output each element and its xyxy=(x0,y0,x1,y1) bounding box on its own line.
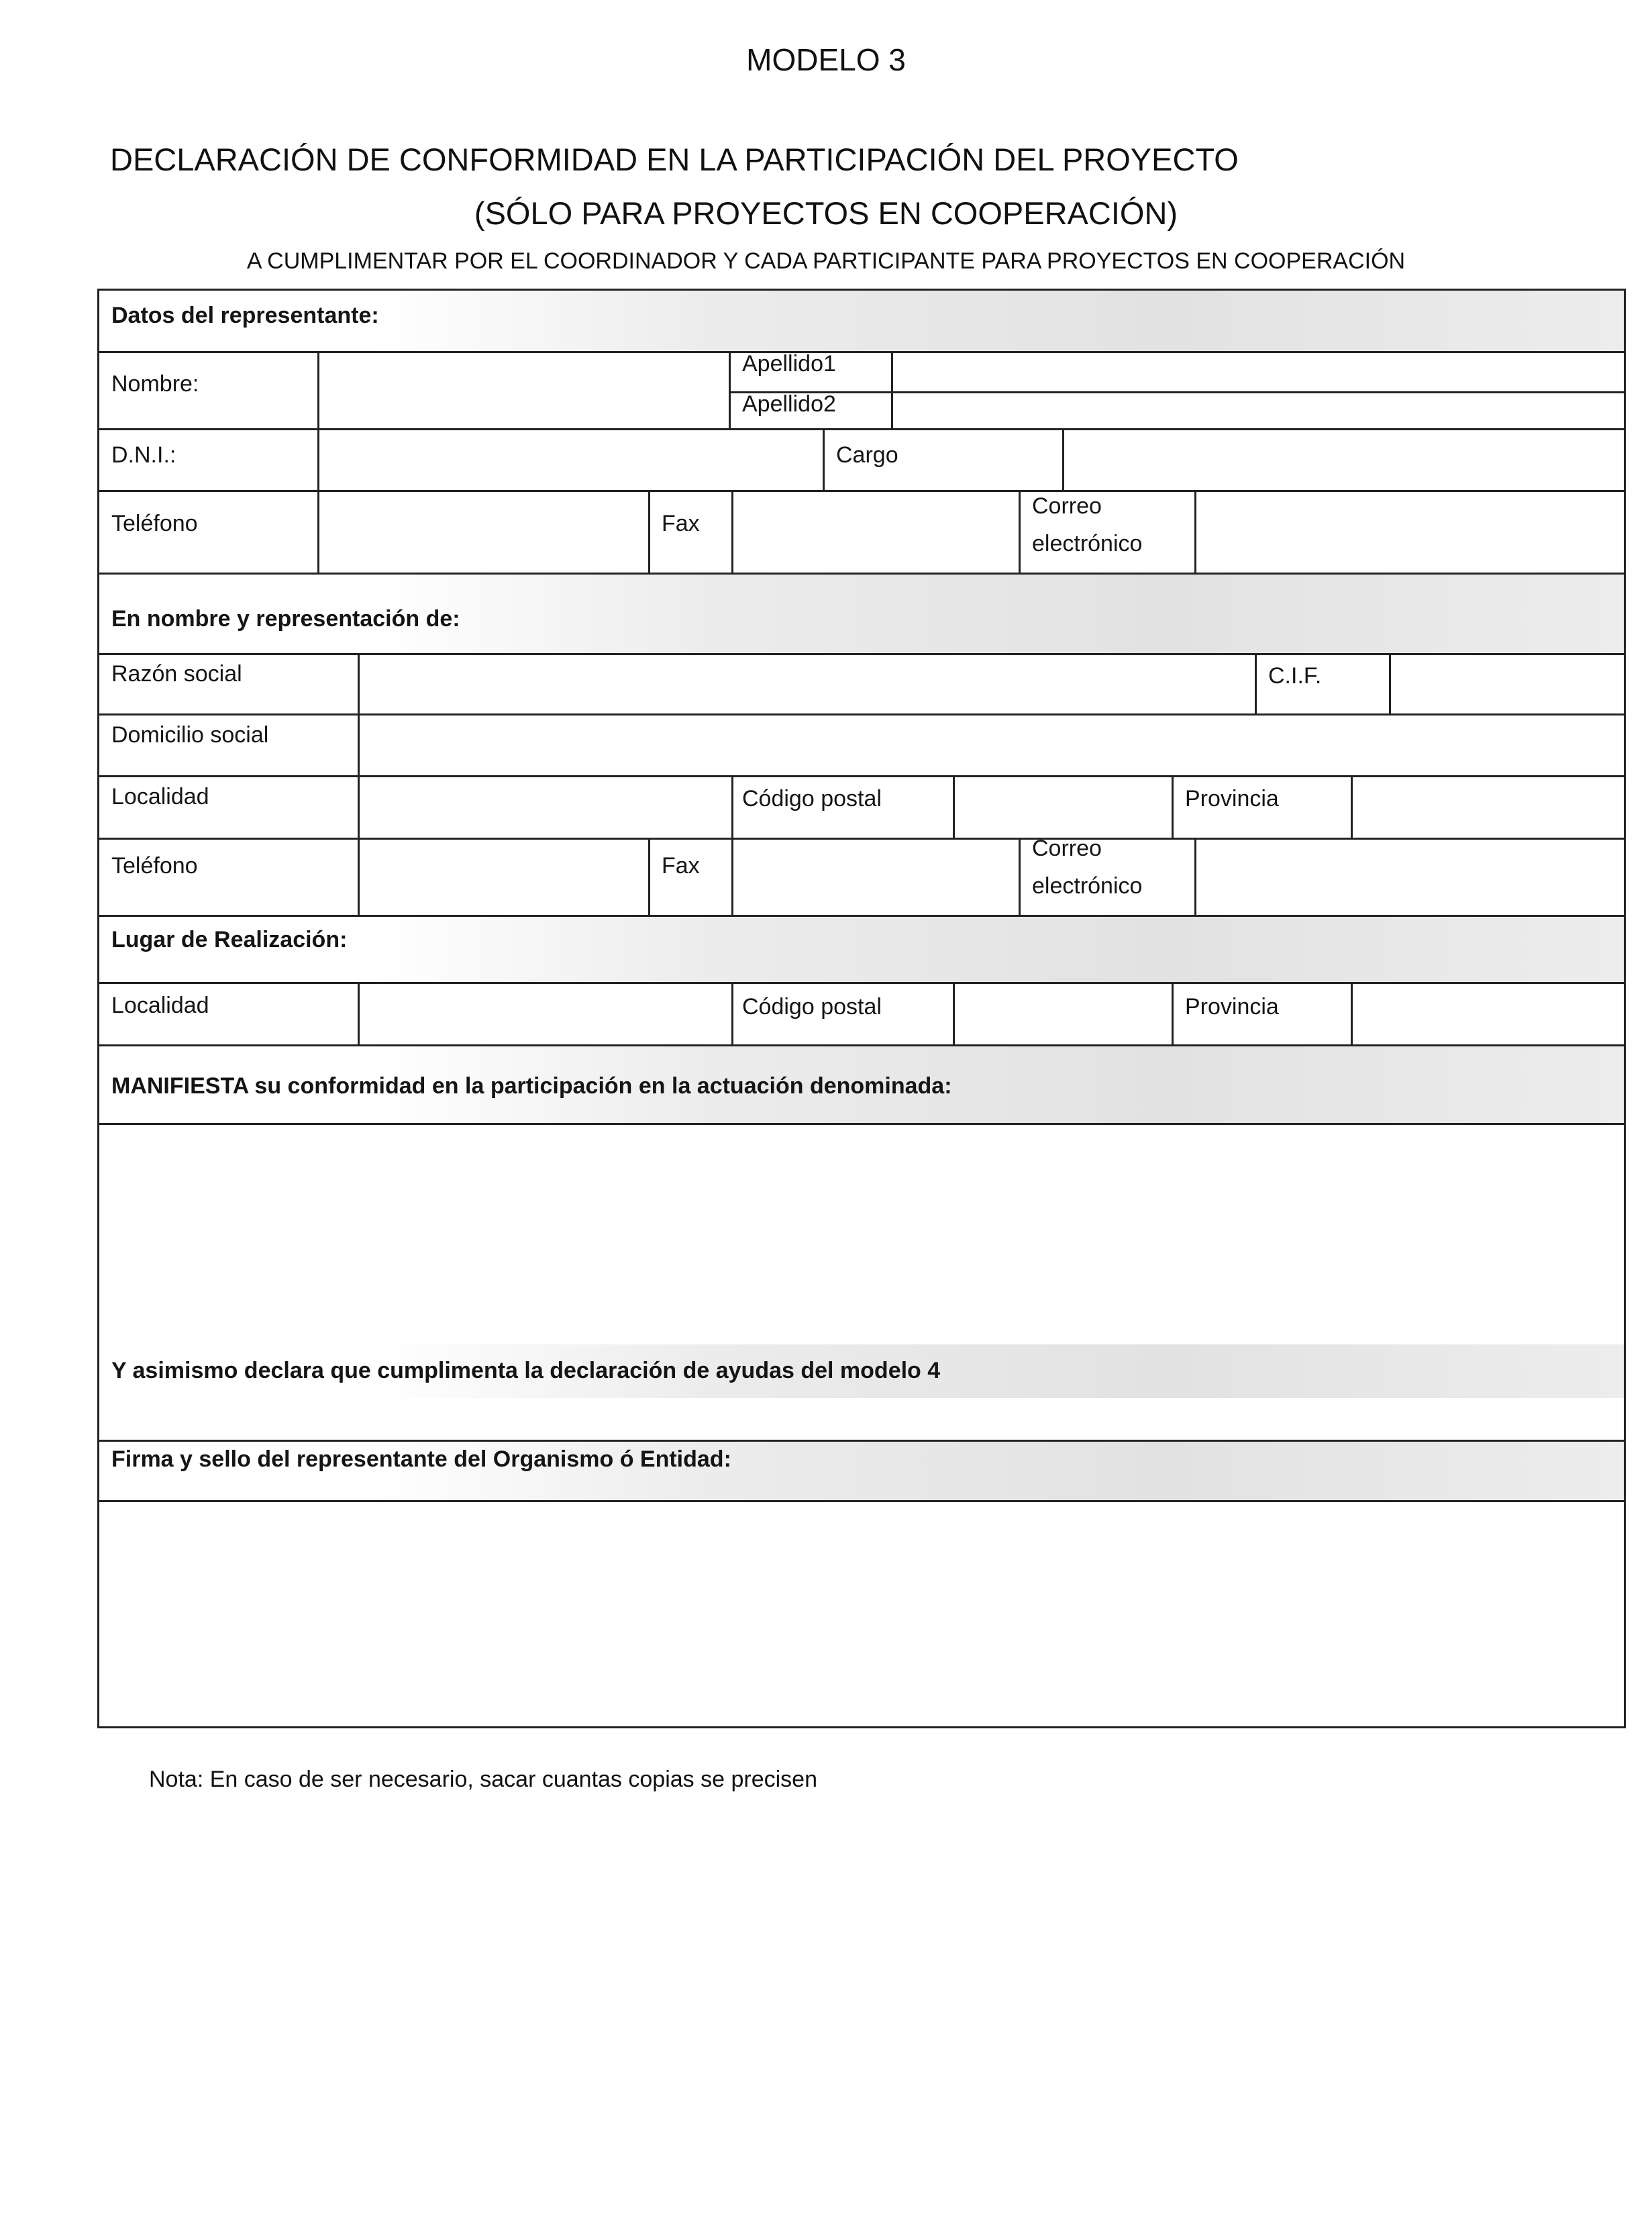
cell-divider xyxy=(1172,775,1174,838)
label-fax-representante: Fax xyxy=(662,511,700,536)
codigo-postal-field-lugar[interactable] xyxy=(956,984,1170,1043)
row-divider xyxy=(99,1440,1624,1442)
cell-divider xyxy=(731,982,733,1044)
label-correo-line2-representante: electrónico xyxy=(1032,531,1143,556)
label-cargo: Cargo xyxy=(836,442,898,468)
cell-divider xyxy=(1194,838,1196,915)
manifiesta-keyword: MANIFIESTA xyxy=(111,1073,248,1099)
cell-divider xyxy=(823,428,825,490)
label-apellido2: Apellido2 xyxy=(742,391,836,417)
apellido2-field[interactable] xyxy=(894,393,1622,427)
cell-divider xyxy=(731,838,733,915)
footnote: Nota: En caso de ser necesario, sacar cuantas copias se precisen xyxy=(149,1767,817,1792)
label-provincia-entidad: Provincia xyxy=(1185,786,1279,811)
label-razon-social: Razón social xyxy=(111,661,242,687)
provincia-field-lugar[interactable] xyxy=(1354,984,1622,1043)
manifiesta-statement xyxy=(111,1073,952,1099)
label-localidad-entidad: Localidad xyxy=(111,784,209,809)
cell-divider xyxy=(1351,775,1353,838)
cell-divider xyxy=(358,713,360,775)
cell-divider xyxy=(1019,838,1021,915)
cargo-field[interactable] xyxy=(1066,430,1622,489)
cell-divider xyxy=(358,775,360,838)
cell-divider xyxy=(317,490,319,573)
cif-field[interactable] xyxy=(1392,655,1622,712)
label-correo-line2-entidad: electrónico xyxy=(1032,873,1143,899)
label-codigo-postal-entidad: Código postal xyxy=(742,786,882,811)
localidad-field-lugar[interactable] xyxy=(361,984,730,1043)
cell-divider xyxy=(317,351,319,428)
label-apellido1: Apellido1 xyxy=(742,351,836,377)
dni-field[interactable] xyxy=(321,430,821,489)
telefono-field-entidad[interactable] xyxy=(361,840,646,913)
cell-divider xyxy=(1255,653,1257,713)
cell-divider xyxy=(358,838,360,915)
nombre-field[interactable] xyxy=(321,353,727,427)
cell-divider xyxy=(731,775,733,838)
cell-divider xyxy=(891,351,893,428)
cell-divider xyxy=(1194,490,1196,573)
declaration-form xyxy=(97,289,1626,1728)
cell-divider xyxy=(953,775,955,838)
actuacion-denominada-field[interactable] xyxy=(101,1125,1622,1340)
label-fax-entidad: Fax xyxy=(662,853,700,879)
correo-field-entidad[interactable] xyxy=(1198,840,1622,913)
codigo-postal-field-entidad[interactable] xyxy=(956,777,1170,836)
section-title-lugar: Lugar de Realización: xyxy=(111,927,348,952)
firma-label: Firma y sello del representante del Organismo ó Entidad: xyxy=(111,1446,731,1472)
fax-field-representante[interactable] xyxy=(735,492,1017,571)
apellido1-field[interactable] xyxy=(894,353,1622,390)
cell-divider xyxy=(1062,428,1064,490)
section-title-entidad: En nombre y representación de: xyxy=(111,606,460,632)
label-telefono-entidad: Teléfono xyxy=(111,853,198,879)
firma-sello-area[interactable] xyxy=(101,1502,1622,1724)
document-subtitle: A CUMPLIMENTAR POR EL COORDINADOR Y CADA PARTICIPANTE PARA PROYECTOS EN COOPERACIÓN xyxy=(246,248,1406,274)
manifiesta-text: su conformidad en la participación en la actuación denominada: xyxy=(248,1073,952,1099)
label-dni: D.N.I.: xyxy=(111,442,176,468)
cell-divider xyxy=(648,490,650,573)
fax-field-entidad[interactable] xyxy=(735,840,1017,913)
label-correo-line1-entidad: Correo xyxy=(1032,836,1102,861)
cell-divider xyxy=(1351,982,1353,1044)
razon-social-field[interactable] xyxy=(361,655,1253,712)
cell-divider xyxy=(729,351,731,428)
label-localidad-lugar: Localidad xyxy=(111,993,209,1018)
cell-divider xyxy=(1019,490,1021,573)
telefono-field-representante[interactable] xyxy=(321,492,646,571)
label-telefono-representante: Teléfono xyxy=(111,511,198,536)
localidad-field-entidad[interactable] xyxy=(361,777,730,836)
row-divider xyxy=(99,573,1624,575)
cell-divider xyxy=(358,653,360,713)
cell-divider xyxy=(648,838,650,915)
label-correo-line1-representante: Correo xyxy=(1032,493,1102,519)
cell-divider xyxy=(1172,982,1174,1044)
cell-divider xyxy=(1389,653,1391,713)
cell-divider xyxy=(358,982,360,1044)
cell-divider xyxy=(317,428,319,490)
provincia-field-entidad[interactable] xyxy=(1354,777,1622,836)
label-cif: C.I.F. xyxy=(1268,663,1322,689)
row-divider xyxy=(99,915,1624,917)
cell-divider xyxy=(953,982,955,1044)
section-title-representante: Datos del representante: xyxy=(111,303,379,328)
label-provincia-lugar: Provincia xyxy=(1185,994,1279,1020)
document-title-line2: (SÓLO PARA PROYECTOS EN COOPERACIÓN) xyxy=(474,195,1178,231)
correo-field-representante[interactable] xyxy=(1198,492,1622,571)
model-number: MODELO 3 xyxy=(746,42,906,77)
row-divider xyxy=(99,1044,1624,1046)
cell-divider xyxy=(731,490,733,573)
label-nombre: Nombre: xyxy=(111,371,199,397)
label-codigo-postal-lugar: Código postal xyxy=(742,994,882,1020)
document-title-line1: DECLARACIÓN DE CONFORMIDAD EN LA PARTICIPACIÓN DEL PROYECTO xyxy=(110,142,1239,177)
label-domicilio-social: Domicilio social xyxy=(111,722,269,748)
domicilio-social-field[interactable] xyxy=(361,715,1622,774)
declaracion-ayudas-statement: Y asimismo declara que cumplimenta la declaración de ayudas del modelo 4 xyxy=(111,1358,941,1383)
